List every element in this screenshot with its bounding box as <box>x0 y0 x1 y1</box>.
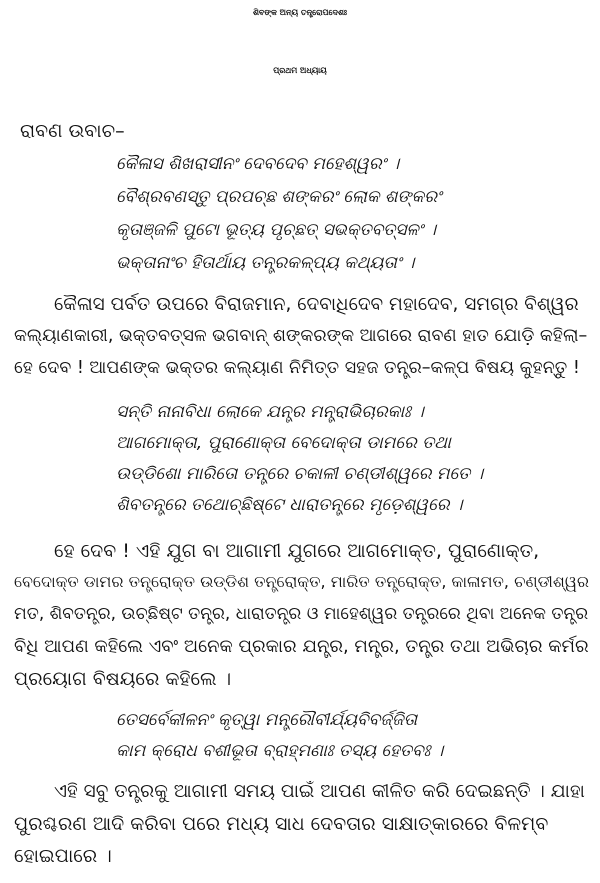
verse-line: ଭକ୍ତାନାଂଚ ହିତାର୍ଥାୟ ତନ୍ତ୍ରକଳ୍ପ୍ୟ କଥ୍ୟତାଂ । <box>116 253 415 273</box>
paragraph-line: ବିଧି ଆପଣ କହିଲେ ଏବଂ ଅନେକ ପ୍ରକାର ଯନ୍ତ୍ର, ମନ୍ତ୍ର, ତନ୍ତ୍ର ତଥା ଅଭିଚାର କର୍ମର <box>14 636 589 657</box>
paragraph-line: ହେ ଦେବ ! ଏହି ଯୁଗ ବା ଆଗାମୀ ଯୁଗରେ ଆଗମୋକ୍ତ, ପୁରାଣୋକ୍ତ, <box>54 540 540 562</box>
paragraph-line: ବେଦୋକ୍ତ ଡାମର ତନ୍ତ୍ରୋକ୍ତ ଉଡ୍ଡିଶ ତନ୍ତ୍ରୋକ୍ତ, ମାରିତ ତନ୍ତ୍ରୋକ୍ତ, କାଳାମତ, ଚଣ୍ଡୀଶ୍ୱର <box>14 572 590 591</box>
paragraph-line: ହୋଇପାରେ । <box>14 845 112 867</box>
paragraph-line: କଲ୍ୟାଣକାରୀ, ଭକ୍ତବତ୍ସଳ ଭଗବାନ୍ ଶଙ୍କରଙ୍କ ଆଗରେ ରାବଣ ହାତ ଯୋଡ଼ି କହିଲା– <box>14 326 588 346</box>
verse-line: କୈଳାସ ଶିଖରାସୀନଂ ଦେବଦେବ ମହେଶ୍ୱରଂ । <box>116 154 400 174</box>
paragraph-line: ଏହି ସବୁ ତନ୍ତ୍ରକୁ ଆଗାମୀ ସମୟ ପାଇଁ ଆପଣ କୀଳିତ କରି ଦେଇଛନ୍ତି । ଯାହା <box>54 781 585 802</box>
verse-line: ଶିବତନ୍ତ୍ରେ ତଥୋଚ୍ଛିଷ୍ଟେ ଧାରାତନ୍ତ୍ରେ ମୃଡ଼େଶ୍ୱରେ । <box>116 495 463 515</box>
speaker-label: ରାବଣ ଉବାଚ– <box>20 120 125 142</box>
paragraph-line: ପୁରଶ୍ଚରଣ ଆଦି କରିବା ପରେ ମଧ୍ୟ ସାଧ ଦେବତାର ସାକ୍ଷାତ୍କାରରେ ବିଳମ୍ବ <box>14 813 549 835</box>
verse-line: ତେସର୍ବେକୀଳନଂ କୃତ୍ୱା ମନ୍ତ୍ରୌବୀର୍ଯ୍ୟବିବର୍ଜ୍ଜିତା <box>116 710 418 730</box>
verse-line: କାମ କ୍ରୋଧ ବଶୀଭୂତା ବ୍ରାହ୍ମଣାଃ ତସ୍ୟ ହେତବଃ । <box>116 741 444 761</box>
verse-line: ଉଡ୍ଡିଶୋ ମାରିତୋ ତନ୍ତ୍ରେ ଚକାଳୀ ଚଣ୍ଡୀଶ୍ୱରେ ମତେ । <box>116 464 484 484</box>
verse-line: ବୈଶ୍ରବଣସ୍ତୁ ପ୍ରପଚ୍ଛ ଶଙ୍କରଂ ଲୋକ ଶଙ୍କରଂ <box>116 187 442 207</box>
chapter-heading: ପ୍ରଥମ ଅଧ୍ୟାୟ <box>273 66 327 75</box>
verse-line: ସନ୍ତି ନାନାବିଧା ଲୋକେ ଯନ୍ତ୍ର ମନ୍ତ୍ରାଭିଚାରକାଃ । <box>116 402 424 422</box>
paragraph-line: ମତ, ଶିବତନ୍ତ୍ର, ଉଚ୍ଛିଷ୍ଟ ତନ୍ତ୍ର, ଧାରାତନ୍ତ୍ର ଓ ମାହେଶ୍ୱର ତନ୍ତ୍ରରେ ଥିବା ଅନେକ ତନ୍ତ୍ର <box>14 604 589 624</box>
verse-line: କୃତାଞ୍ଜଳି ପୁଟୋ ଭୂତ୍ୟ ପୃଚ୍ଛତ୍ ସଭକ୍ତବତ୍ସଳଂ । <box>116 220 437 240</box>
section-title: ଶିବଙ୍କ ଅନ୍ୟ ତନ୍ତ୍ରୋପଦେଶଃ <box>252 8 348 17</box>
paragraph-line: ପ୍ରୟୋଗ ବିଷୟରେ କହିଲେ । <box>14 668 232 690</box>
verse-line: ଆଗମୋକ୍ତା, ପୁରାଣୋକ୍ତା ବେଦୋକ୍ତା ଡାମରେ ତଥା <box>116 433 451 453</box>
paragraph-line: କୈଳାସ ପର୍ବତ ଉପରେ ବିରାଜମାନ, ଦେବାଧିଦେବ ମହାଦେବ, ସମଗ୍ର ବିଶ୍ୱର <box>54 294 579 315</box>
paragraph-line: ହେ ଦେବ ! ଆପଣଙ୍କ ଭକ୍ତର କଲ୍ୟାଣ ନିମିତ୍ତ ସହଜ ତନ୍ତ୍ର–କଳ୍ପ ବିଷୟ କୁହନ୍ତୁ ! <box>14 358 580 378</box>
